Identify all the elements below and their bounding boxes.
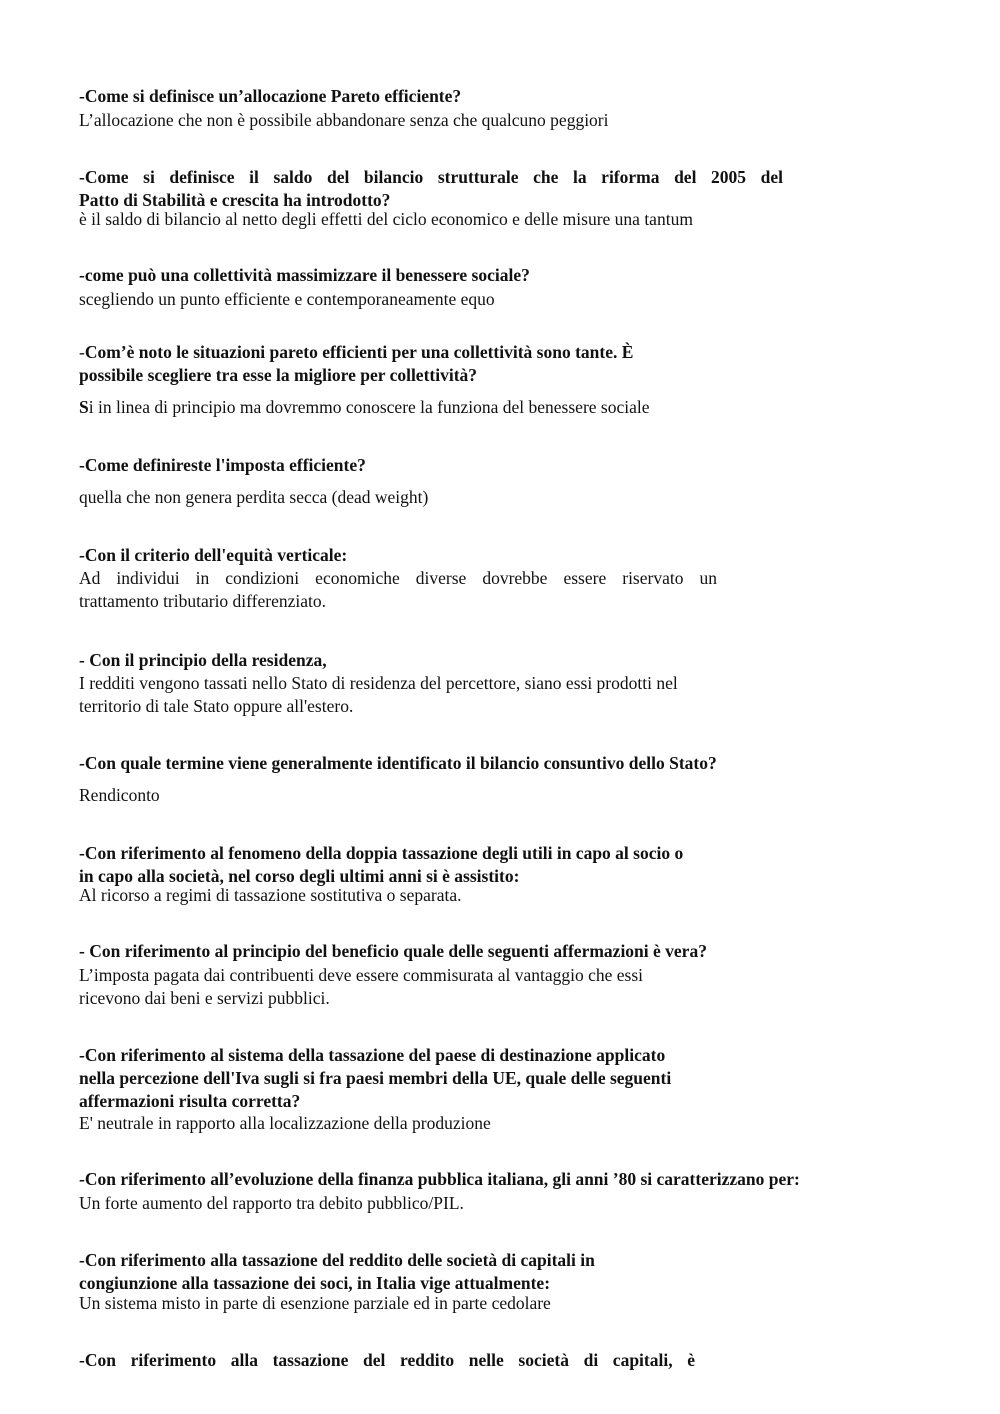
answer-7: I redditi vengono tassati nello Stato di residenza del percettore, siano essi prodotti nel territorio di tale Stato oppure all'estero. (79, 673, 678, 716)
question-3: -come può una collettività massimizzare il benessere sociale? (79, 265, 530, 285)
answer-8: Rendiconto (79, 785, 160, 805)
question-2: -Come si definisce il saldo del bilancio strutturale che la riforma del 2005 del Patto di Stabilità e crescita ha introdotto? (79, 167, 783, 210)
answer-3: scegliendo un punto efficiente e contemporaneamente equo (79, 289, 495, 309)
answer-12: Un forte aumento del rapporto tra debito pubblico/PIL. (79, 1193, 464, 1213)
question-9: -Con riferimento al fenomeno della doppia tassazione degli utili in capo al socio o in capo alla società, nel corso degli ultimi anni si è assistito: (79, 843, 684, 886)
answer-4: Si in linea di principio ma dovremmo conoscere la funziona del benessere sociale (79, 397, 650, 417)
answer-10: L’imposta pagata dai contribuenti deve essere commisurata al vantaggio che essi ricevono dai beni e servizi pubblici. (79, 965, 644, 1008)
question-4: -Com’è noto le situazioni pareto efficienti per una collettività sono tante. È possibile scegliere tra esse la migliore per collettività? (79, 342, 634, 385)
question-11: -Con riferimento al sistema della tassazione del paese di destinazione applicato nella percezione dell'Iva sugli si fra paesi membri della UE, quale delle seguenti affermazioni risulta corretta? (79, 1045, 672, 1111)
answer-1: L’allocazione che non è possibile abbandonare senza che qualcuno peggiori (79, 110, 609, 130)
question-6: -Con il criterio dell'equità verticale: (79, 545, 348, 565)
answer-5: quella che non genera perdita secca (dead weight) (79, 487, 429, 507)
question-7: - Con il principio della residenza, (79, 650, 327, 670)
answer-2: è il saldo di bilancio al netto degli effetti del ciclo economico e delle misure una tantum (79, 209, 693, 229)
question-5: -Come definireste l'imposta efficiente? (79, 455, 366, 475)
answer-4-prefix: S (79, 397, 89, 417)
answer-9: Al ricorso a regimi di tassazione sostitutiva o separata. (79, 885, 462, 905)
question-12: -Con riferimento all’evoluzione della finanza pubblica italiana, gli anni ’80 si caratterizzano per: (79, 1169, 800, 1189)
question-8: -Con quale termine viene generalmente identificato il bilancio consuntivo dello Stato? (79, 753, 717, 773)
answer-13: Un sistema misto in parte di esenzione parziale ed in parte cedolare (79, 1293, 551, 1313)
question-1: -Come si definisce un’allocazione Pareto efficiente? (79, 86, 462, 106)
answer-6: Ad individui in condizioni economiche diverse dovrebbe essere riservato un trattamento tributario differenziato. (79, 568, 717, 611)
question-13: -Con riferimento alla tassazione del reddito delle società di capitali in congiunzione alla tassazione dei soci, in Italia vige attualmente: (79, 1250, 595, 1293)
question-10: - Con riferimento al principio del beneficio quale delle seguenti affermazioni è vera? (79, 941, 707, 961)
question-14: -Con riferimento alla tassazione del reddito nelle società di capitali, è (79, 1350, 695, 1370)
answer-11: E' neutrale in rapporto alla localizzazione della produzione (79, 1113, 491, 1133)
question-4-prefix: - (79, 342, 85, 362)
